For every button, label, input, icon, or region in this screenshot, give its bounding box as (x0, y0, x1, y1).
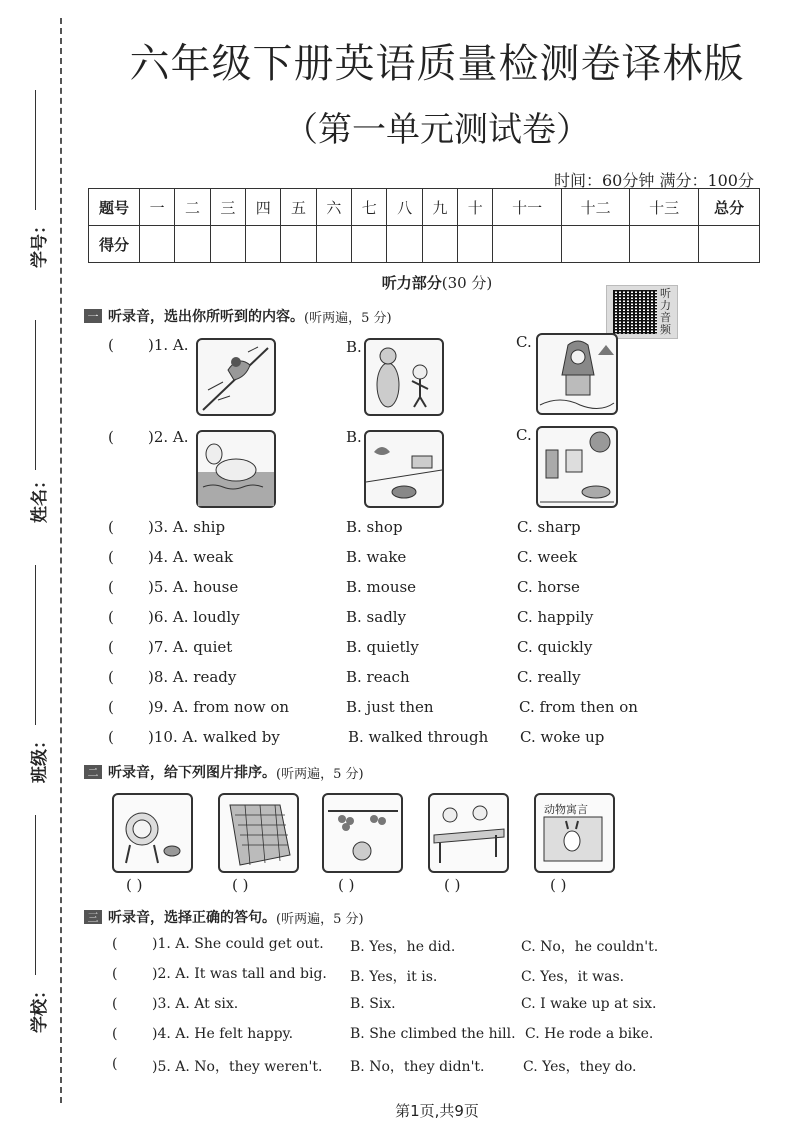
answer-blank[interactable]: ( (108, 548, 114, 566)
option-b: B. mouse (346, 578, 417, 596)
option-a: )5. A. house (148, 578, 239, 596)
option-b-label: B. (346, 338, 362, 356)
listening-points: (30 分) (441, 274, 493, 292)
answer-blank[interactable]: ( (108, 698, 114, 716)
fox-and-grapes-picture (324, 795, 401, 871)
score-cell[interactable] (352, 226, 387, 263)
school-label: 学校： (30, 982, 50, 1033)
score-col: 六 (316, 189, 351, 226)
answer-blank[interactable]: ( (112, 936, 118, 952)
option-b: B. just then (346, 698, 434, 716)
listening-title: 听力部分 (381, 274, 442, 292)
answer-blank[interactable]: ( (112, 966, 118, 982)
part2-note: (听两遍，5 分) (276, 766, 364, 782)
score-cell[interactable] (493, 226, 561, 263)
score-table-row-head: 得分 (89, 226, 140, 263)
school-line (35, 815, 36, 975)
option-b: B. reach (346, 668, 410, 686)
answer-blank[interactable]: ( (108, 336, 114, 354)
option-a: )10. A. walked by (148, 728, 280, 746)
option-c: C. He rode a bike. (525, 1026, 654, 1042)
option-a: )6. A. loudly (148, 608, 240, 626)
score-table-row-head: 题号 (89, 189, 140, 226)
option-a: )5. A. No，they weren't. (152, 1059, 323, 1075)
option-b: B. She climbed the hill. (350, 1026, 516, 1042)
score-cell[interactable] (316, 226, 351, 263)
option-c: C. from then on (519, 698, 638, 716)
bird-on-branch-picture (198, 340, 274, 414)
score-table-score-row (89, 226, 760, 263)
animals-at-table-picture (430, 795, 507, 871)
cut-line (60, 18, 62, 1103)
name-line (35, 320, 36, 470)
option-c: C. week (517, 548, 578, 566)
student-no-line (35, 90, 36, 210)
option-b: B. Yes，he did. (350, 939, 456, 955)
score-cell[interactable] (387, 226, 422, 263)
part3-badge: 三 (84, 910, 102, 924)
score-col: 一 (140, 189, 175, 226)
name-field[interactable] (20, 320, 50, 523)
option-a: )4. A. weak (148, 548, 234, 566)
order-picture-1[interactable] (112, 793, 193, 873)
answer-blank[interactable]: ( (108, 728, 114, 746)
answer-blank[interactable]: ( (108, 638, 114, 656)
option-b: B. Six. (350, 996, 396, 1012)
option-c: C. Yes，it was. (521, 969, 625, 985)
option-c: C. quickly (517, 638, 593, 656)
option-b: B. wake (346, 548, 407, 566)
part1-instruction: 听录音，选出你所听到的内容。 (108, 309, 304, 325)
score-col: 三 (210, 189, 245, 226)
option-c: C. I wake up at six. (521, 996, 657, 1012)
option-c: C. Yes，they do. (523, 1059, 637, 1075)
part2-heading (84, 762, 364, 782)
score-col: 八 (387, 189, 422, 226)
order-blank-1[interactable]: ( ) (126, 876, 143, 894)
horse-in-river-picture (198, 432, 274, 506)
option-c: C. happily (517, 608, 594, 626)
score-table (88, 188, 760, 263)
option-c-label: C. (516, 333, 532, 351)
score-col: 十一 (493, 189, 561, 226)
option-b: B. walked through (348, 728, 489, 746)
option-c: C. woke up (520, 728, 605, 746)
student-no-label: 学号： (30, 217, 50, 268)
order-blank-5[interactable]: ( ) (550, 876, 567, 894)
book-title: 动物寓言 (544, 803, 588, 816)
order-picture-5[interactable] (534, 793, 615, 873)
score-cell[interactable] (458, 226, 493, 263)
option-a: )9. A. from now on (148, 698, 290, 716)
qr-caption: 听力音频 (660, 287, 671, 336)
score-cell[interactable] (140, 226, 175, 263)
score-cell-total[interactable] (699, 226, 760, 263)
option-b: B. No，they didn't. (350, 1059, 485, 1075)
audio-qr-code[interactable] (606, 285, 678, 339)
option-b-picture[interactable] (364, 338, 444, 416)
order-blank-2[interactable]: ( ) (232, 876, 249, 894)
score-cell[interactable] (630, 226, 699, 263)
option-a: )4. A. He felt happy. (152, 1026, 294, 1042)
score-cell[interactable] (210, 226, 245, 263)
class-field[interactable] (20, 565, 50, 783)
score-cell[interactable] (175, 226, 210, 263)
student-no-field[interactable] (20, 90, 50, 270)
binding-margin (0, 0, 70, 1123)
option-b: B. Yes，it is. (350, 969, 438, 985)
score-col: 十三 (630, 189, 699, 226)
score-col: 四 (246, 189, 281, 226)
part3-note: (听两遍，5 分) (276, 911, 364, 927)
score-col: 二 (175, 189, 210, 226)
order-blank-3[interactable]: ( ) (338, 876, 355, 894)
answer-blank[interactable]: ( (108, 578, 114, 596)
option-a-picture[interactable] (196, 338, 276, 416)
part1-note: (听两遍，5 分) (304, 310, 392, 326)
option-c: C. horse (517, 578, 580, 596)
answer-blank[interactable]: ( (112, 1056, 118, 1072)
qr-code-icon (613, 290, 657, 334)
bus-stop-scene-picture (366, 432, 442, 506)
order-picture-3[interactable] (322, 793, 403, 873)
score-col: 五 (281, 189, 316, 226)
part1-heading (84, 306, 392, 326)
score-cell[interactable] (281, 226, 316, 263)
option-a-picture[interactable] (196, 430, 276, 508)
option-b: B. quietly (346, 638, 419, 656)
bear-and-girl-picture (366, 340, 442, 414)
part2-badge: 二 (84, 765, 102, 779)
score-cell[interactable] (422, 226, 457, 263)
school-field[interactable] (20, 815, 50, 1033)
option-b-picture[interactable] (364, 430, 444, 508)
order-picture-2[interactable] (218, 793, 299, 873)
class-line (35, 565, 36, 725)
part3-heading (84, 907, 364, 927)
page-title: 六年级下册英语质量检测卷译林版 (129, 41, 745, 87)
option-a: )3. A. At six. (152, 996, 239, 1012)
option-c-label: C. (516, 426, 532, 444)
score-cell[interactable] (561, 226, 629, 263)
part3-instruction: 听录音，选择正确的答句。 (108, 910, 276, 926)
score-col: 十二 (561, 189, 629, 226)
answer-blank[interactable]: ( (112, 996, 118, 1012)
answer-blank[interactable]: ( (108, 518, 114, 536)
lion-in-net-picture (220, 795, 297, 871)
question-number: )2. A. (148, 428, 189, 446)
option-c-picture[interactable] (536, 333, 618, 415)
lion-and-mouse-picture (114, 795, 191, 871)
option-c: C. sharp (517, 518, 581, 536)
girl-with-basket-picture (538, 335, 616, 413)
option-a: )2. A. It was tall and big. (152, 966, 327, 982)
option-a: )8. A. ready (148, 668, 237, 686)
order-blank-4[interactable]: ( ) (444, 876, 461, 894)
score-col-total: 总分 (699, 189, 760, 226)
score-col: 七 (352, 189, 387, 226)
option-a: )7. A. quiet (148, 638, 233, 656)
option-b-label: B. (346, 428, 362, 446)
rabbits-garden-picture (538, 428, 616, 506)
option-a: )1. A. She could get out. (152, 936, 324, 952)
page-footer: 第1页,共9页 (395, 1102, 479, 1120)
answer-blank[interactable]: ( (108, 608, 114, 626)
exam-meta: 时间：60分钟 满分：100分 (554, 171, 754, 190)
option-c: C. really (517, 668, 581, 686)
part2-instruction: 听录音，给下列图片排序。 (108, 765, 276, 781)
option-c-picture[interactable] (536, 426, 618, 508)
option-b: B. sadly (346, 608, 407, 626)
order-picture-4[interactable] (428, 793, 509, 873)
option-b: B. shop (346, 518, 403, 536)
answer-blank[interactable]: ( (108, 668, 114, 686)
score-table-header-row (89, 189, 760, 226)
name-label: 姓名： (30, 472, 50, 523)
score-col: 九 (422, 189, 457, 226)
listening-section-title (80, 272, 794, 293)
question-number: )1. A. (148, 336, 189, 354)
option-c: C. No，he couldn't. (521, 939, 659, 955)
class-label: 班级： (30, 732, 50, 783)
part1-badge: 一 (84, 309, 102, 323)
page-subtitle: （第一单元测试卷） (284, 110, 590, 150)
score-cell[interactable] (246, 226, 281, 263)
option-a: )3. A. ship (148, 518, 226, 536)
answer-blank[interactable]: ( (108, 428, 114, 446)
answer-blank[interactable]: ( (112, 1026, 118, 1042)
score-col: 十 (458, 189, 493, 226)
